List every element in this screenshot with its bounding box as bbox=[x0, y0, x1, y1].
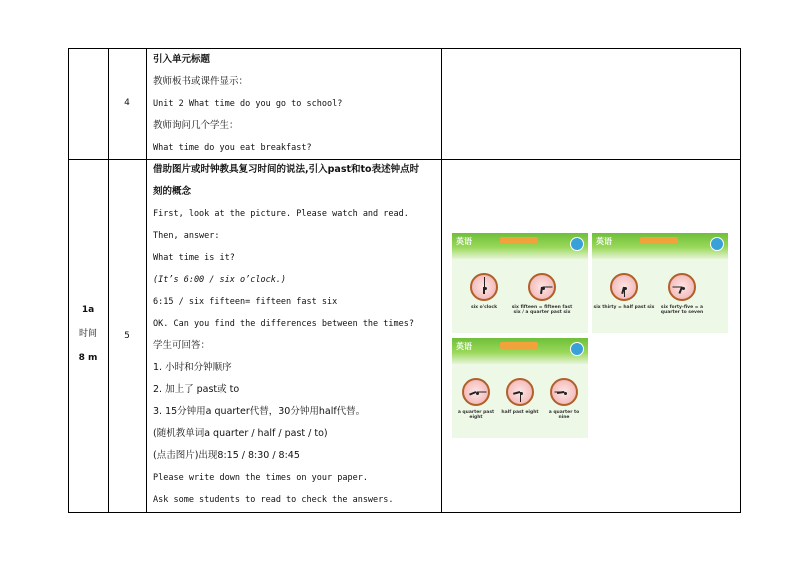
text-line: 引入单元标题 bbox=[153, 54, 211, 65]
step-number: 5 bbox=[124, 331, 130, 341]
text-line: 3. 15分钟用a quarter代替，30分钟用half代替。 bbox=[153, 406, 366, 417]
step-number: 4 bbox=[124, 98, 130, 108]
slide-logo: 英语 bbox=[596, 237, 612, 246]
text-line: 借助图片或时钟教具复习时间的说法,引入past和to表述钟点时 bbox=[153, 164, 420, 175]
clock-center bbox=[624, 287, 627, 290]
table-border-right bbox=[740, 48, 741, 513]
clock-center bbox=[476, 392, 479, 395]
clock-minute-hand bbox=[484, 277, 485, 287]
text-line: (随机教单词a quarter / half / past / to) bbox=[153, 428, 328, 439]
clock-caption: a quarter past eight bbox=[457, 410, 495, 420]
text-line: 刻的概念 bbox=[153, 186, 192, 197]
table-col-divider-2 bbox=[146, 48, 147, 513]
text-line: Then, answer: bbox=[153, 231, 220, 241]
clock-minute-hand bbox=[673, 287, 683, 288]
clock-minute-hand bbox=[555, 392, 565, 393]
text-line: What time do you eat breakfast? bbox=[153, 143, 312, 153]
text-line: First, look at the picture. Please watch and read. bbox=[153, 209, 409, 219]
text-line: What time is it? bbox=[153, 253, 235, 263]
clock-icon bbox=[462, 378, 490, 406]
clock-caption: six forty-five = a quarter to seven bbox=[660, 305, 704, 315]
text-line: OK. Can you find the differences between the times? bbox=[153, 319, 414, 329]
text-line: Ask some students to read to check the answers. bbox=[153, 495, 394, 505]
globe-icon bbox=[710, 237, 724, 251]
slide-image bbox=[452, 338, 588, 438]
clock-center bbox=[682, 287, 685, 290]
row-content bbox=[153, 49, 438, 159]
text-line: 2. 加上了 past或 to bbox=[153, 384, 240, 395]
clock-icon bbox=[506, 378, 534, 406]
table-border-bottom bbox=[68, 512, 741, 513]
phase-cell bbox=[68, 298, 108, 370]
clock-center bbox=[484, 287, 487, 290]
text-line: 6:15 / six fifteen= fifteen fast six bbox=[153, 297, 338, 307]
slide-banner bbox=[500, 342, 538, 349]
text-line: (It’s 6:00 / six o’clock.) bbox=[153, 275, 287, 285]
globe-icon bbox=[570, 237, 584, 251]
text-line: 教师询问几个学生： bbox=[153, 120, 239, 131]
slide-image bbox=[592, 233, 728, 333]
clock-caption: six o'clock bbox=[470, 305, 498, 310]
row-content bbox=[153, 159, 438, 511]
table-col-divider-3 bbox=[441, 48, 442, 513]
clock-caption: a quarter to nine bbox=[548, 410, 580, 420]
clock-center bbox=[520, 392, 523, 395]
phase-label: 8 m bbox=[78, 353, 98, 363]
clock-icon bbox=[550, 378, 578, 406]
text-line: 学生可回答： bbox=[153, 340, 211, 351]
text-line: Please write down the times on your paper. bbox=[153, 473, 368, 483]
table-border-left bbox=[68, 48, 69, 513]
slide-image bbox=[452, 233, 588, 333]
clock-caption: six thirty = half past six bbox=[593, 305, 655, 310]
globe-icon bbox=[570, 342, 584, 356]
clock-icon bbox=[470, 273, 498, 301]
clock-icon bbox=[668, 273, 696, 301]
clock-icon bbox=[610, 273, 638, 301]
slide-banner bbox=[640, 237, 678, 244]
text-line: Unit 2 What time do you go to school? bbox=[153, 99, 343, 109]
slide-logo: 英语 bbox=[456, 237, 472, 246]
phase-label: 时间 bbox=[78, 329, 97, 339]
clock-icon bbox=[528, 273, 556, 301]
text-line: 1. 小时和分钟顺序 bbox=[153, 362, 232, 373]
clock-caption: six fifteen = fifteen fast six / a quarter past six bbox=[511, 305, 573, 315]
slide-logo: 英语 bbox=[456, 342, 472, 351]
text-line: (点击图片)出现8:15 / 8:30 / 8:45 bbox=[153, 450, 300, 461]
clock-caption: half past eight bbox=[501, 410, 539, 415]
text-line: 教师板书或课件显示： bbox=[153, 76, 249, 87]
clock-center bbox=[542, 287, 545, 290]
slide-banner bbox=[500, 237, 538, 244]
table-col-divider-1 bbox=[108, 48, 109, 513]
phase-label: 1a bbox=[81, 305, 95, 315]
clock-center bbox=[564, 392, 567, 395]
